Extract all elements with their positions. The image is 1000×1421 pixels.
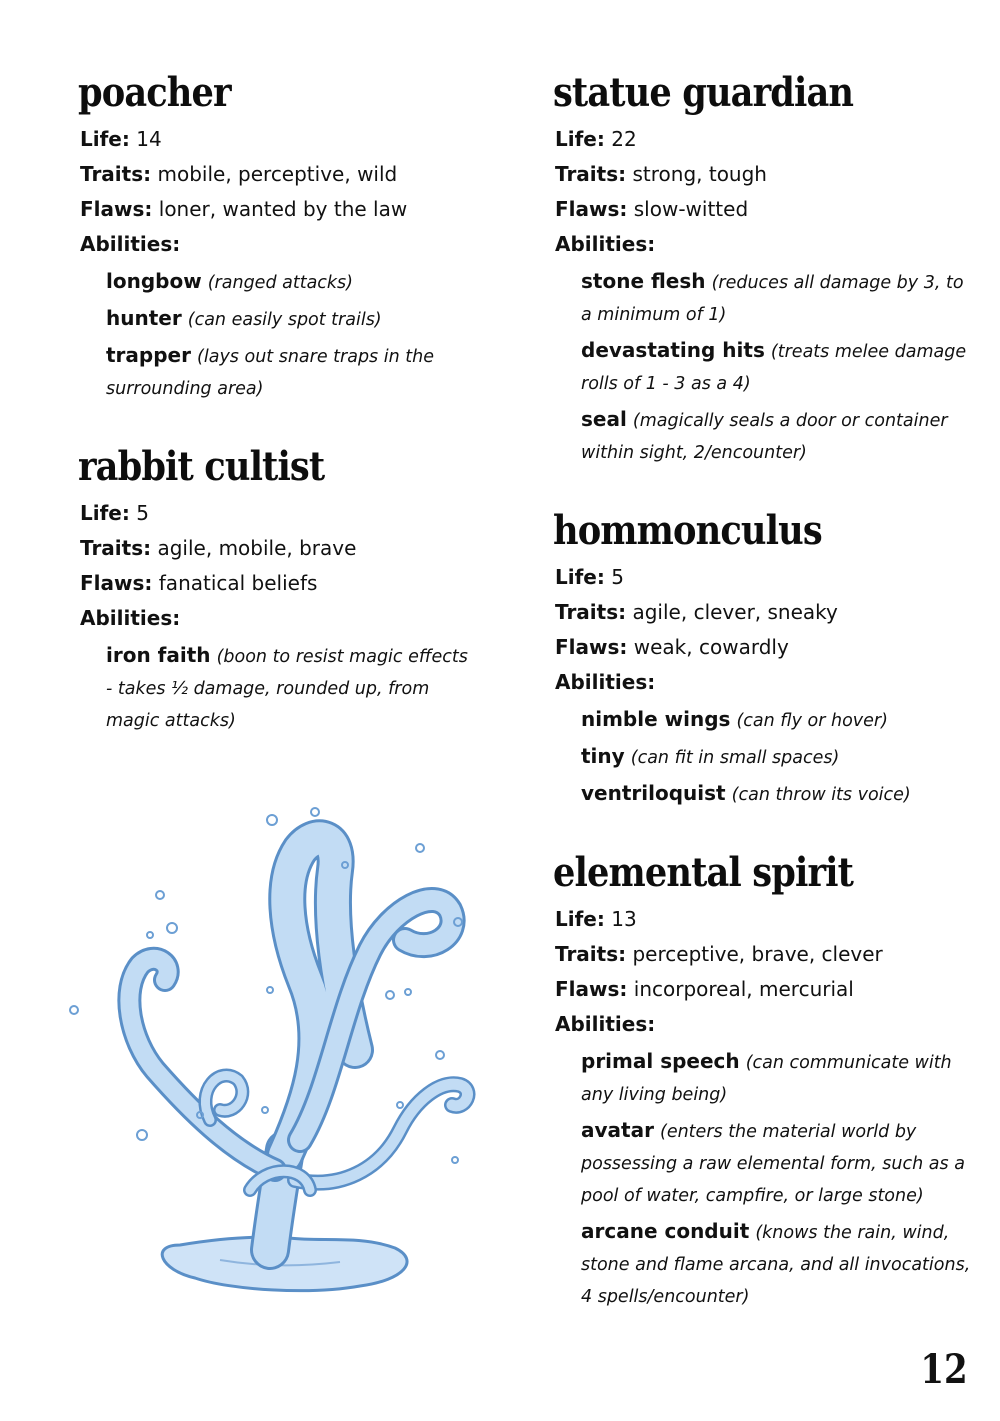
ability-name: avatar <box>581 1118 654 1142</box>
ability <box>581 335 973 400</box>
flaws-stat <box>555 192 973 227</box>
creature-hommonculus <box>553 508 973 811</box>
flaws-label: Flaws: <box>80 197 153 221</box>
ability-description: (treats melee damage rolls of 1 - 3 as a 4) <box>581 342 967 394</box>
ability <box>106 640 478 737</box>
flaws-value: incorporeal, mercurial <box>633 977 854 1001</box>
creature-statue-guardian <box>553 70 973 469</box>
ability-name: hunter <box>106 306 182 330</box>
water-tendrils <box>129 838 467 1250</box>
ability <box>106 303 478 336</box>
flaws-stat <box>555 630 973 665</box>
ability-description: (reduces all damage by 3, to a minimum of 1) <box>581 273 964 325</box>
life-label: Life: <box>555 907 605 931</box>
creature-poacher <box>78 70 478 405</box>
ability-description: (boon to resist magic effects - takes ½ damage, rounded up, from magic attacks) <box>106 647 468 731</box>
abilities-label-text: Abilities: <box>555 232 656 256</box>
flaws-value: slow-witted <box>633 197 749 221</box>
traits-stat <box>555 595 973 630</box>
ability-description: (magically seals a door or container within sight, 2/encounter) <box>581 411 948 463</box>
life-stat <box>80 122 478 157</box>
traits-stat <box>555 157 973 192</box>
creature-name: elemental spirit <box>553 849 853 896</box>
ability-name: arcane conduit <box>581 1219 750 1243</box>
traits-label: Traits: <box>80 536 152 560</box>
abilities-label-text: Abilities: <box>555 670 656 694</box>
ability-name: tiny <box>581 744 625 768</box>
traits-stat <box>80 531 478 566</box>
ability-description: (knows the rain, wind, stone and flame arcana, and all invocations, 4 spells/encounter) <box>581 1223 971 1307</box>
life-value: 22 <box>611 127 637 151</box>
abilities-label <box>555 227 973 262</box>
creature-name: hommonculus <box>553 507 822 554</box>
ability <box>581 1046 973 1111</box>
abilities-label-text: Abilities: <box>555 1012 656 1036</box>
ability-name: seal <box>581 407 627 431</box>
creature-name: rabbit cultist <box>78 443 325 490</box>
flaws-label: Flaws: <box>555 635 628 659</box>
ability <box>581 778 973 811</box>
traits-stat <box>80 157 478 192</box>
traits-label: Traits: <box>555 162 627 186</box>
ability-description: (lays out snare traps in the surrounding area) <box>106 347 434 399</box>
life-stat <box>80 496 478 531</box>
traits-value: mobile, perceptive, wild <box>157 162 398 186</box>
traits-label: Traits: <box>555 600 627 624</box>
ability-description: (can fly or hover) <box>736 711 888 731</box>
ability-description: (ranged attacks) <box>207 273 353 293</box>
creature-rabbit-cultist <box>78 444 478 737</box>
flaws-label: Flaws: <box>555 197 628 221</box>
ability-name: ventriloquist <box>581 781 726 805</box>
page-number: 12 <box>920 1346 968 1393</box>
ability-name: stone flesh <box>581 269 706 293</box>
ability <box>581 266 973 331</box>
ability-description: (can throw its voice) <box>731 785 911 805</box>
ability <box>581 1115 973 1212</box>
ability <box>581 1216 973 1313</box>
ability-name: iron faith <box>106 643 211 667</box>
traits-value: perceptive, brave, clever <box>632 942 883 966</box>
life-stat <box>555 560 973 595</box>
ability-description: (can fit in small spaces) <box>630 748 840 768</box>
flaws-label: Flaws: <box>555 977 628 1001</box>
ability <box>581 704 973 737</box>
life-label: Life: <box>80 501 130 525</box>
abilities-label-text: Abilities: <box>80 606 181 630</box>
traits-label: Traits: <box>80 162 152 186</box>
flaws-label: Flaws: <box>80 571 153 595</box>
abilities-label <box>555 1007 973 1042</box>
life-value: 5 <box>611 565 624 589</box>
creature-name: poacher <box>78 69 231 116</box>
ability-name: nimble wings <box>581 707 731 731</box>
life-value: 13 <box>611 907 637 931</box>
traits-value: strong, tough <box>632 162 767 186</box>
traits-value: agile, mobile, brave <box>157 536 357 560</box>
traits-value: agile, clever, sneaky <box>632 600 838 624</box>
ability-name: trapper <box>106 343 191 367</box>
life-stat <box>555 122 973 157</box>
life-stat <box>555 902 973 937</box>
life-label: Life: <box>80 127 130 151</box>
abilities-label <box>555 665 973 700</box>
life-value: 14 <box>136 127 162 151</box>
ability-description: (can easily spot trails) <box>187 310 382 330</box>
ability-name: longbow <box>106 269 202 293</box>
ability <box>106 266 478 299</box>
abilities-label <box>80 601 478 636</box>
flaws-value: fanatical beliefs <box>158 571 318 595</box>
water-elemental-illustration <box>60 790 500 1310</box>
flaws-value: loner, wanted by the law <box>158 197 408 221</box>
ability <box>106 340 478 405</box>
creature-elemental-spirit <box>553 850 973 1313</box>
abilities-label <box>80 227 478 262</box>
life-label: Life: <box>555 127 605 151</box>
flaws-value: weak, cowardly <box>633 635 789 659</box>
life-value: 5 <box>136 501 149 525</box>
flaws-stat <box>80 192 478 227</box>
flaws-stat <box>555 972 973 1007</box>
traits-label: Traits: <box>555 942 627 966</box>
creature-name: statue guardian <box>553 69 854 116</box>
ability-description: (can communicate with any living being) <box>581 1053 952 1105</box>
ability-description: (enters the material world by possessing a raw elemental form, such as a pool of water, campfire, or large stone) <box>581 1122 965 1206</box>
ability-name: primal speech <box>581 1049 740 1073</box>
flaws-stat <box>80 566 478 601</box>
traits-stat <box>555 937 973 972</box>
abilities-label-text: Abilities: <box>80 232 181 256</box>
ability-name: devastating hits <box>581 338 765 362</box>
life-label: Life: <box>555 565 605 589</box>
ability <box>581 404 973 469</box>
ability <box>581 741 973 774</box>
